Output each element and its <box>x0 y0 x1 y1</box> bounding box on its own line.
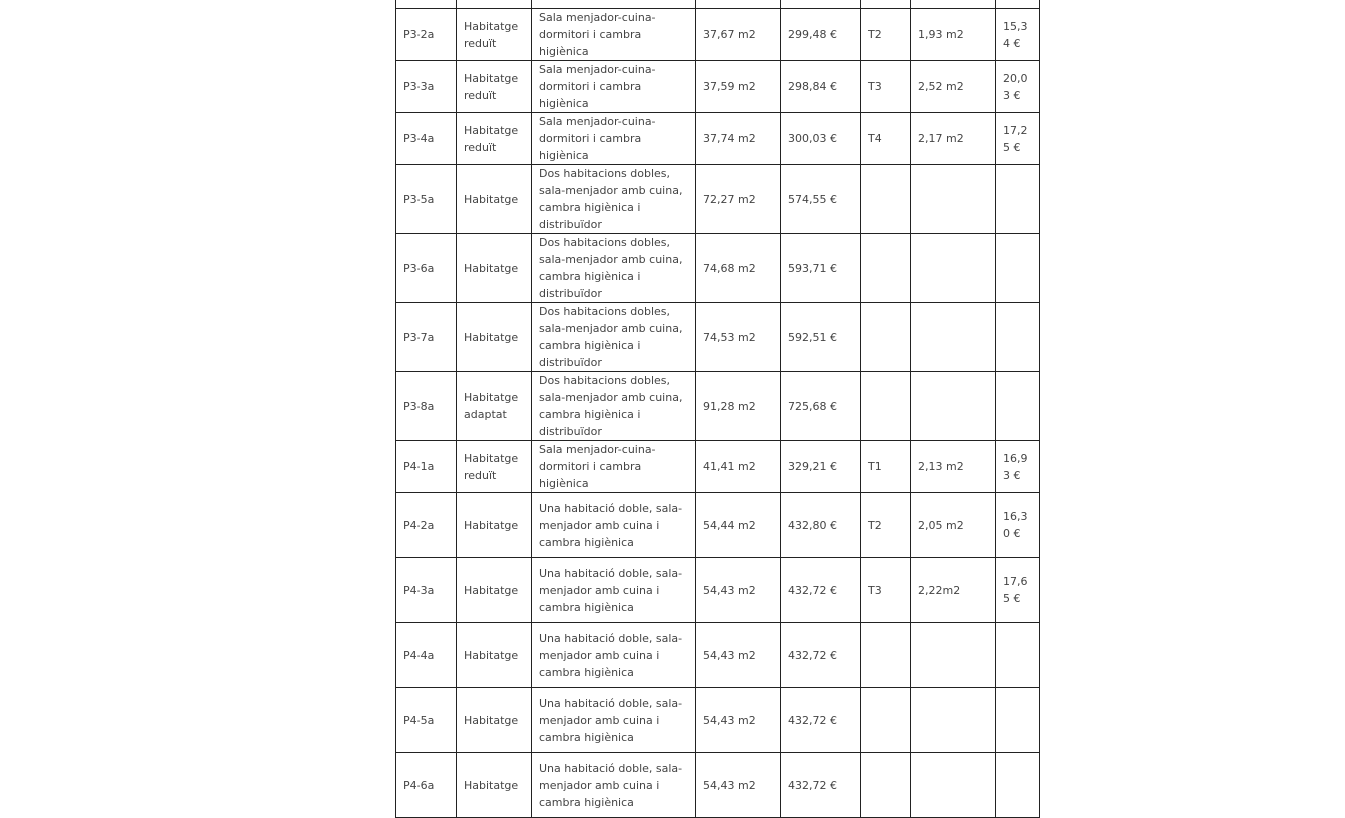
unit-description-cell: Una habitació doble, sala-menjador amb cuina i cambra higiènica <box>532 688 696 753</box>
table-row <box>396 493 1040 558</box>
storage-id-cell: T2 <box>861 9 911 61</box>
unit-area-cell: 91,28 m2 <box>696 372 781 441</box>
unit-area-cell: 74,53 m2 <box>696 303 781 372</box>
unit-id-cell: P4-5a <box>396 688 457 753</box>
storage-id-cell <box>861 688 911 753</box>
unit-description-cell: Sala menjador-cuina-dormitori i cambra higiènica <box>532 9 696 61</box>
storage-area-cell: 2,17 m2 <box>911 113 996 165</box>
unit-id-cell: P3-4a <box>396 113 457 165</box>
unit-price-cell: 432,72 € <box>781 753 861 818</box>
storage-price-cell: 16,30 € <box>996 493 1040 558</box>
storage-area-cell <box>911 688 996 753</box>
unit-id-cell: P3-2a <box>396 9 457 61</box>
unit-area-cell: 41,41 m2 <box>696 441 781 493</box>
unit-area-cell: 37,74 m2 <box>696 113 781 165</box>
unit-type-cell: Habitatge <box>457 623 532 688</box>
storage-id-cell: T1 <box>861 441 911 493</box>
table-row <box>396 372 1040 441</box>
table-cell <box>696 0 781 9</box>
unit-id-cell: P4-2a <box>396 493 457 558</box>
unit-description-cell: Dos habitacions dobles, sala-menjador amb cuina, cambra higiènica i distribuïdor <box>532 234 696 303</box>
unit-price-cell: 592,51 € <box>781 303 861 372</box>
storage-id-cell <box>861 372 911 441</box>
unit-id-cell: P3-7a <box>396 303 457 372</box>
storage-price-cell <box>996 303 1040 372</box>
storage-price-cell: 16,93 € <box>996 441 1040 493</box>
table-cell <box>396 0 457 9</box>
unit-description-cell: Una habitació doble, sala-menjador amb cuina i cambra higiènica <box>532 753 696 818</box>
storage-price-cell <box>996 234 1040 303</box>
table-row <box>396 303 1040 372</box>
storage-area-cell: 2,22m2 <box>911 558 996 623</box>
unit-id-cell: P3-5a <box>396 165 457 234</box>
storage-id-cell <box>861 234 911 303</box>
storage-id-cell <box>861 753 911 818</box>
unit-area-cell: 37,67 m2 <box>696 9 781 61</box>
unit-price-cell: 432,80 € <box>781 493 861 558</box>
unit-type-cell: Habitatge reduït <box>457 61 532 113</box>
table-cell <box>911 0 996 9</box>
storage-price-cell: 17,65 € <box>996 558 1040 623</box>
table-cell <box>532 0 696 9</box>
storage-id-cell <box>861 303 911 372</box>
storage-area-cell <box>911 303 996 372</box>
unit-price-cell: 432,72 € <box>781 623 861 688</box>
unit-price-cell: 329,21 € <box>781 441 861 493</box>
unit-area-cell: 54,43 m2 <box>696 558 781 623</box>
table-body <box>396 0 1040 818</box>
unit-description-cell: Sala menjador-cuina-dormitori i cambra higiènica <box>532 441 696 493</box>
unit-price-cell: 593,71 € <box>781 234 861 303</box>
housing-units-table <box>395 0 1040 818</box>
unit-area-cell: 74,68 m2 <box>696 234 781 303</box>
unit-price-cell: 298,84 € <box>781 61 861 113</box>
storage-id-cell <box>861 165 911 234</box>
unit-price-cell: 574,55 € <box>781 165 861 234</box>
unit-id-cell: P4-1a <box>396 441 457 493</box>
storage-price-cell: 20,03 € <box>996 61 1040 113</box>
storage-price-cell <box>996 688 1040 753</box>
table-row <box>396 9 1040 61</box>
storage-area-cell <box>911 753 996 818</box>
storage-area-cell <box>911 165 996 234</box>
storage-id-cell <box>861 623 911 688</box>
storage-id-cell: T4 <box>861 113 911 165</box>
table-cell <box>457 0 532 9</box>
storage-area-cell: 2,13 m2 <box>911 441 996 493</box>
storage-id-cell: T3 <box>861 61 911 113</box>
unit-area-cell: 54,43 m2 <box>696 688 781 753</box>
unit-type-cell: Habitatge <box>457 234 532 303</box>
unit-description-cell: Dos habitacions dobles, sala-menjador amb cuina, cambra higiènica i distribuïdor <box>532 372 696 441</box>
table-cell <box>781 0 861 9</box>
table-row <box>396 753 1040 818</box>
unit-description-cell: Una habitació doble, sala-menjador amb cuina i cambra higiènica <box>532 558 696 623</box>
unit-id-cell: P4-4a <box>396 623 457 688</box>
unit-price-cell: 432,72 € <box>781 558 861 623</box>
unit-description-cell: Una habitació doble, sala-menjador amb cuina i cambra higiènica <box>532 623 696 688</box>
storage-price-cell <box>996 372 1040 441</box>
storage-area-cell <box>911 623 996 688</box>
table-row <box>396 113 1040 165</box>
unit-type-cell: Habitatge <box>457 303 532 372</box>
table-cell <box>996 0 1040 9</box>
storage-id-cell: T2 <box>861 493 911 558</box>
storage-price-cell: 17,25 € <box>996 113 1040 165</box>
storage-price-cell: 15,34 € <box>996 9 1040 61</box>
unit-id-cell: P3-8a <box>396 372 457 441</box>
storage-area-cell: 1,93 m2 <box>911 9 996 61</box>
table-row <box>396 441 1040 493</box>
unit-id-cell: P3-3a <box>396 61 457 113</box>
storage-area-cell: 2,52 m2 <box>911 61 996 113</box>
unit-type-cell: Habitatge <box>457 165 532 234</box>
unit-type-cell: Habitatge reduït <box>457 113 532 165</box>
unit-type-cell: Habitatge adaptat <box>457 372 532 441</box>
table-row <box>396 61 1040 113</box>
storage-area-cell <box>911 234 996 303</box>
unit-price-cell: 725,68 € <box>781 372 861 441</box>
unit-area-cell: 37,59 m2 <box>696 61 781 113</box>
unit-type-cell: Habitatge <box>457 558 532 623</box>
unit-id-cell: P4-3a <box>396 558 457 623</box>
table-row <box>396 623 1040 688</box>
storage-price-cell <box>996 623 1040 688</box>
unit-description-cell: Sala menjador-cuina-dormitori i cambra higiènica <box>532 61 696 113</box>
unit-type-cell: Habitatge reduït <box>457 9 532 61</box>
unit-area-cell: 54,44 m2 <box>696 493 781 558</box>
unit-id-cell: P3-6a <box>396 234 457 303</box>
unit-description-cell: Una habitació doble, sala-menjador amb cuina i cambra higiènica <box>532 493 696 558</box>
unit-description-cell: Dos habitacions dobles, sala-menjador amb cuina, cambra higiènica i distribuïdor <box>532 165 696 234</box>
unit-price-cell: 299,48 € <box>781 9 861 61</box>
table-row-partial <box>396 0 1040 9</box>
table-row <box>396 688 1040 753</box>
unit-type-cell: Habitatge <box>457 493 532 558</box>
table-row <box>396 165 1040 234</box>
table-row <box>396 558 1040 623</box>
unit-description-cell: Sala menjador-cuina-dormitori i cambra higiènica <box>532 113 696 165</box>
unit-price-cell: 300,03 € <box>781 113 861 165</box>
unit-area-cell: 54,43 m2 <box>696 753 781 818</box>
unit-type-cell: Habitatge <box>457 688 532 753</box>
unit-type-cell: Habitatge <box>457 753 532 818</box>
unit-description-cell: Dos habitacions dobles, sala-menjador amb cuina, cambra higiènica i distribuïdor <box>532 303 696 372</box>
unit-price-cell: 432,72 € <box>781 688 861 753</box>
storage-price-cell <box>996 165 1040 234</box>
storage-area-cell <box>911 372 996 441</box>
unit-id-cell: P4-6a <box>396 753 457 818</box>
unit-area-cell: 72,27 m2 <box>696 165 781 234</box>
unit-area-cell: 54,43 m2 <box>696 623 781 688</box>
table-row <box>396 234 1040 303</box>
storage-area-cell: 2,05 m2 <box>911 493 996 558</box>
storage-id-cell: T3 <box>861 558 911 623</box>
unit-type-cell: Habitatge reduït <box>457 441 532 493</box>
table-cell <box>861 0 911 9</box>
storage-price-cell <box>996 753 1040 818</box>
